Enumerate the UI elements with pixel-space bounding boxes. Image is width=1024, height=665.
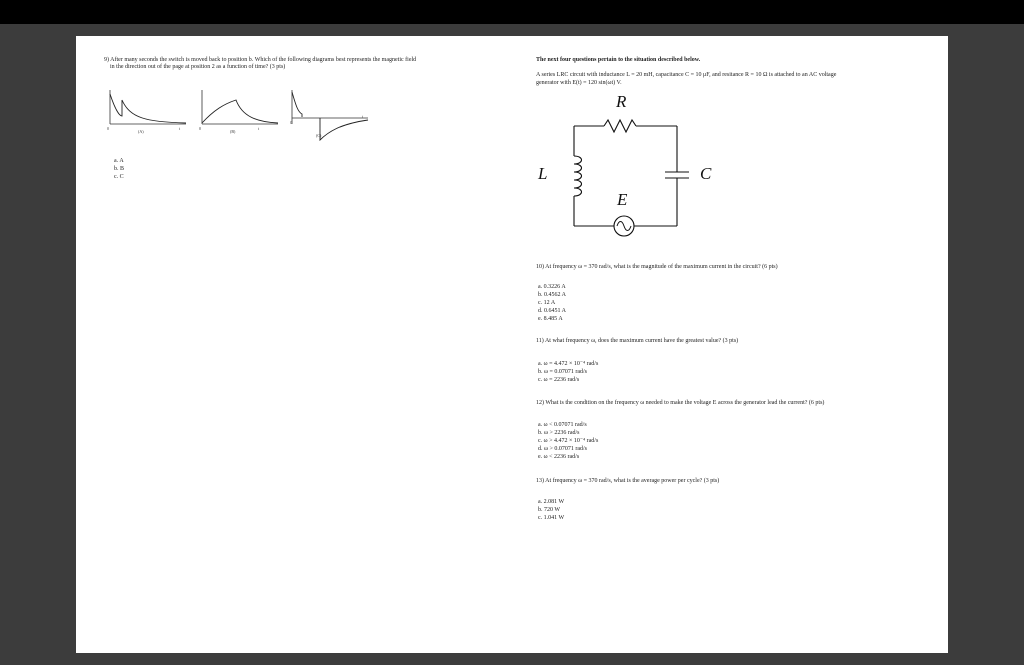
q9-text-line2: in the direction out of the page at position 2 as a function of time? (3 pts) xyxy=(110,64,286,70)
q11-option-b: b. ω = 0.07071 rad/s xyxy=(538,369,587,375)
q9-option-a: a. A xyxy=(114,158,124,164)
q11-option-a: a. ω = 4.472 × 10⁻⁴ rad/s xyxy=(538,361,599,367)
q13-option-b: b. 720 W xyxy=(538,507,561,513)
graph-a xyxy=(106,86,188,134)
q12-option-c: c. ω > 4.472 × 10⁻⁴ rad/s xyxy=(538,438,599,444)
q10-text: 10) At frequency ω = 370 rad/s, what is the magnitude of the maximum current in the circuit? (6 pts) xyxy=(536,264,778,270)
circuit-intro-line1: A series LRC circuit with inductance L = 20 mH, capacitance C = 10 μF, and resitance R = 10 Ω is attached to an AC voltage xyxy=(536,72,837,78)
graph-c-label: (C) xyxy=(316,133,322,138)
graph-c-origin: 0 xyxy=(290,120,292,125)
graph-c-t-label: t xyxy=(362,114,364,119)
q9-text-line1: 9) After many seconds the switch is moved back to position b. Which of the following diagrams best represents the magnetic field xyxy=(104,57,417,63)
q12-option-e: e. ω < 2236 rad/s xyxy=(538,454,580,460)
q10-option-b: b. 0.4562 A xyxy=(538,292,567,298)
q13-option-a: a. 2.081 W xyxy=(538,499,565,505)
q11-option-c: c. ω = 2236 rad/s xyxy=(538,377,580,383)
resistor-label: R xyxy=(616,92,627,111)
q12-option-a: a. ω < 0.07071 rad/s xyxy=(538,422,587,428)
q10-option-e: e. 8.485 A xyxy=(538,316,563,322)
q9-option-b: b. B xyxy=(114,166,125,172)
q10-option-d: d. 0.6451 A xyxy=(538,308,567,314)
inductor-symbol xyxy=(574,156,582,196)
resistor-symbol xyxy=(604,120,636,132)
graph-a-t-label: t xyxy=(179,126,181,131)
lrc-circuit-diagram xyxy=(562,116,692,248)
q10-option-a: a. 0.3226 A xyxy=(538,284,566,290)
q11-text: 11) At what frequency ω, does the maximum current have the greatest value? (3 pts) xyxy=(536,338,739,344)
inductor-label: L xyxy=(538,164,548,183)
graph-c xyxy=(288,86,370,144)
q12-text: 12) What is the condition on the frequency ω needed to make the voltage E across the generator lead the current? (6 pts) xyxy=(536,400,825,406)
circuit-intro-line2: generator with E(t) = 120 sin(ωt) V. xyxy=(536,80,622,86)
source-label: E xyxy=(617,190,628,209)
section-heading: The next four questions pertain to the situation described below. xyxy=(536,57,701,63)
top-bar xyxy=(0,0,1024,24)
graph-a-origin: 0 xyxy=(107,126,109,131)
q9-option-c: c. C xyxy=(114,174,124,180)
graph-b-origin: 0 xyxy=(199,126,201,131)
q13-option-c: c. 1.041 W xyxy=(538,515,565,521)
document-page xyxy=(76,36,948,653)
graph-b-t-label: t xyxy=(258,126,260,131)
capacitor-label: C xyxy=(700,164,712,183)
graph-a-label: (A) xyxy=(138,129,144,134)
q13-text: 13) At frequency ω = 370 rad/s, what is the average power per cycle? (3 pts) xyxy=(536,478,720,484)
q10-option-c: c. 12 A xyxy=(538,300,556,306)
graph-b-label: (B) xyxy=(230,129,236,134)
graph-b xyxy=(198,86,280,134)
q12-option-b: b. ω > 2236 rad/s xyxy=(538,430,580,436)
q12-option-d: d. ω > 0.07071 rad/s xyxy=(538,446,587,452)
